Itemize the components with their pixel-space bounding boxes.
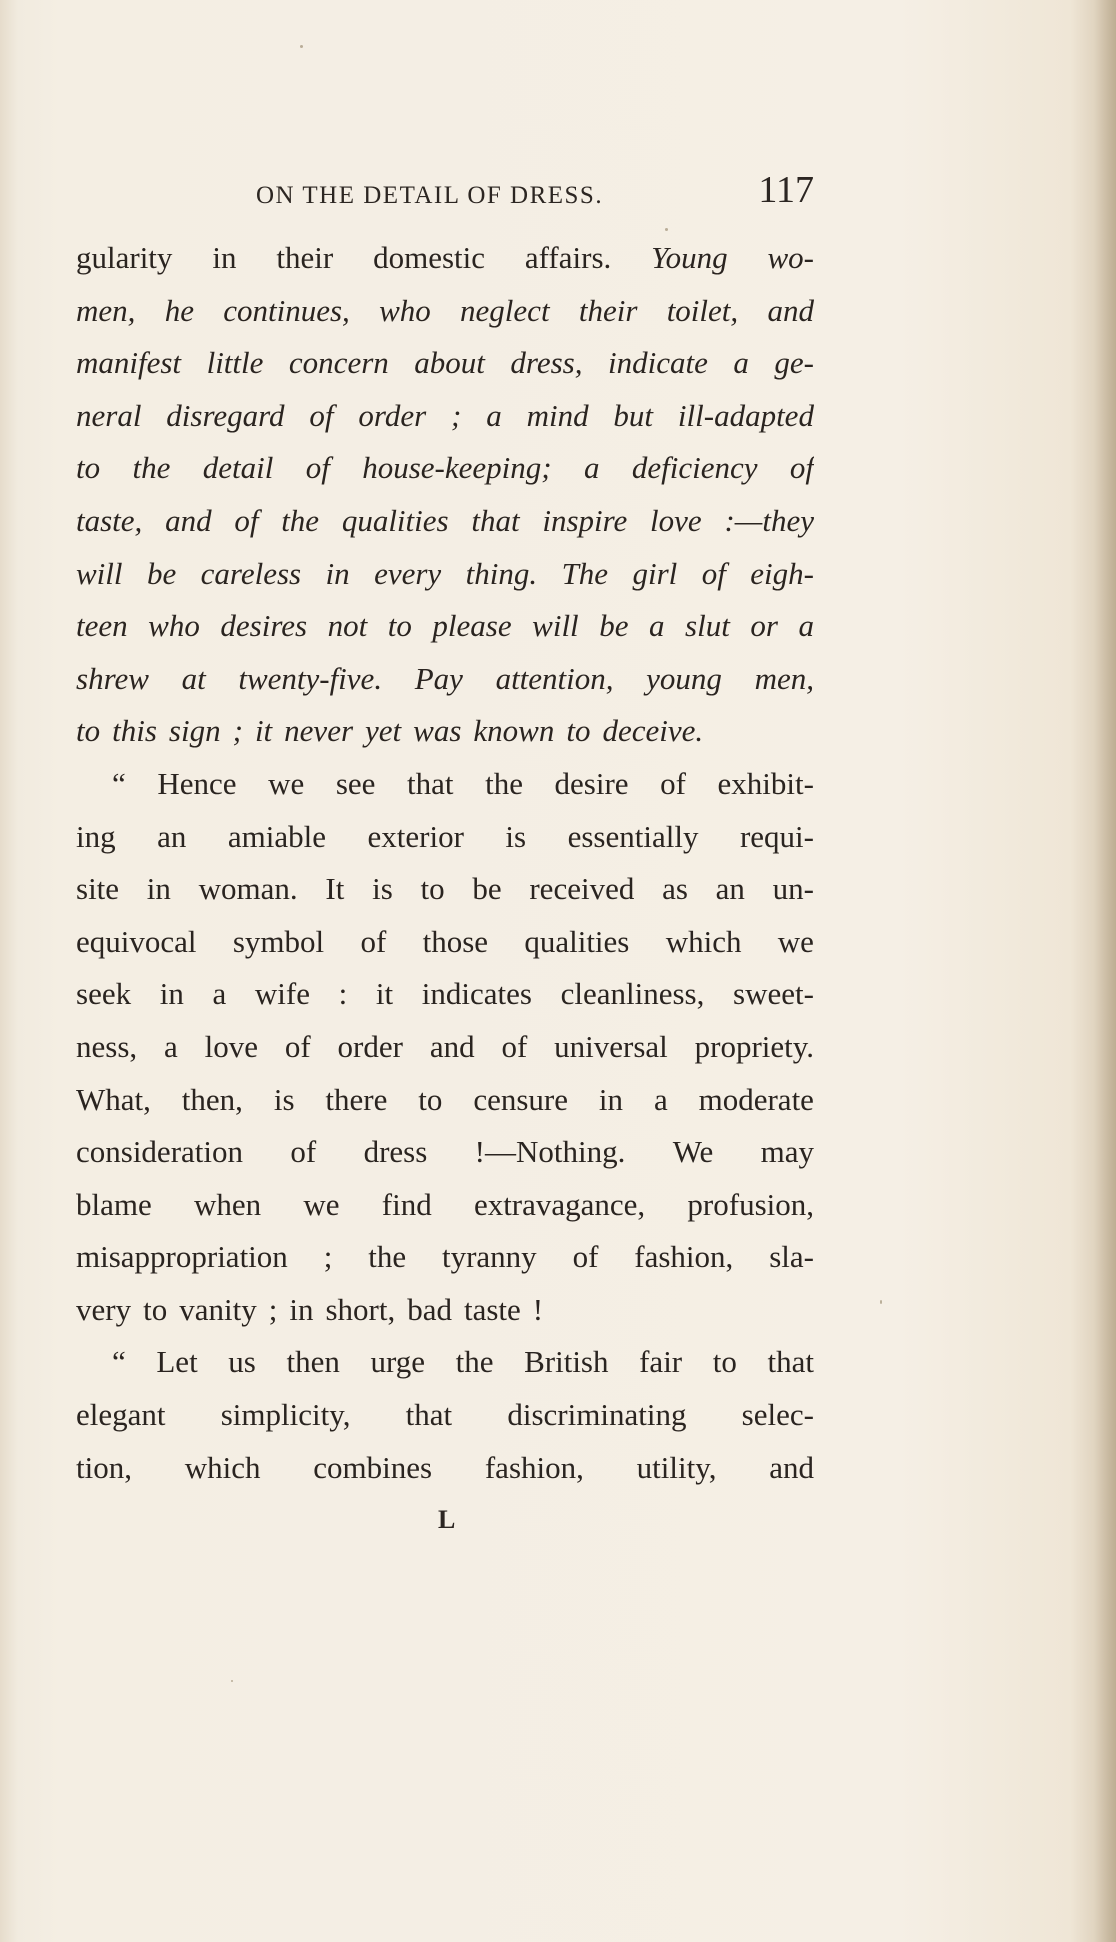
text-line: to the detail of house-keeping; a deficiency of — [76, 450, 814, 486]
text-line: seek in a wife : it indicates cleanliness, sweet- — [76, 976, 814, 1012]
paper-speck — [880, 1300, 882, 1304]
text-line: shrew at twenty-five. Pay attention, young men, — [76, 660, 814, 696]
page-header — [76, 168, 814, 218]
paper-speck — [300, 45, 303, 48]
text-line: ness, a love of order and of universal propriety. — [76, 1028, 814, 1064]
text-line: very to vanity ; in short, bad taste ! — [76, 1291, 544, 1327]
body-text — [76, 240, 814, 1502]
paper-speck — [231, 1680, 233, 1682]
text-line: will be careless in every thing. The girl of eigh- — [76, 555, 814, 591]
text-line: consideration of dress !—Nothing. We may — [76, 1134, 814, 1170]
text-line: misappropriation ; the tyranny of fashion, sla- — [76, 1239, 814, 1275]
paper-speck — [665, 228, 668, 231]
page-number: 117 — [758, 169, 814, 211]
text-line: taste, and of the qualities that inspire love :—they — [76, 502, 814, 538]
text-line: teen who desires not to please will be a slut or a — [76, 608, 814, 644]
text-line: What, then, is there to censure in a moderate — [76, 1081, 814, 1117]
text-line: blame when we find extravagance, profusion, — [76, 1186, 814, 1222]
signature-mark: L — [438, 1505, 456, 1534]
running-head: ON THE DETAIL OF DRESS. — [256, 182, 604, 209]
text-line: to this sign ; it never yet was known to deceive. — [76, 713, 704, 749]
text-line: “ Hence we see that the desire of exhibit- — [112, 765, 814, 801]
text-line: site in woman. It is to be received as an un- — [76, 871, 814, 907]
text-line: gularity in their domestic affairs. Young wo- — [76, 240, 814, 275]
text-line: manifest little concern about dress, indicate a ge- — [76, 345, 814, 381]
text-line: neral disregard of order ; a mind but ill-adapted — [76, 397, 814, 433]
text-line: elegant simplicity, that discriminating selec- — [76, 1397, 814, 1433]
page-edge-shadow — [1094, 0, 1116, 1942]
text-line: ing an amiable exterior is essentially requi- — [76, 818, 814, 854]
text-line: men, he continues, who neglect their toilet, and — [76, 292, 814, 328]
text-line: tion, which combines fashion, utility, and — [76, 1449, 814, 1485]
text-line: equivocal symbol of those qualities which we — [76, 923, 814, 959]
text-line: “ Let us then urge the British fair to that — [112, 1344, 814, 1380]
